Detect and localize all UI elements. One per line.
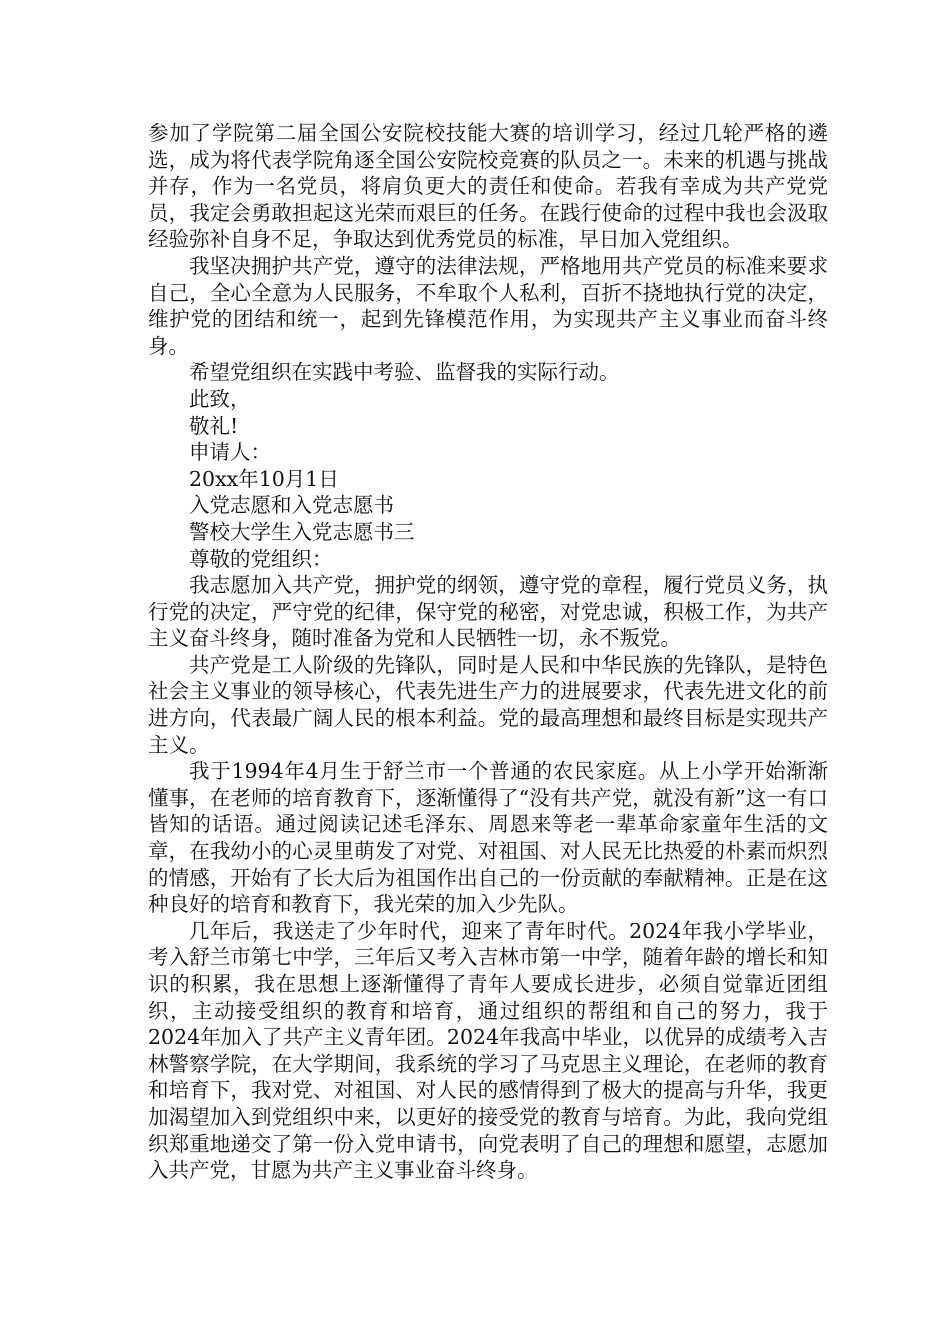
section-heading: 入党志愿和入党志愿书 <box>189 493 394 518</box>
paragraph-pledge: 我志愿加入共产党，拥护党的纲领，遵守党的章程，履行党员义务，执行党的决定，严守党的纪律，保守党的秘密，对党忠诚，积极工作，为共产主义奋斗终身，随时准备为党和人民牺牲一切，永不叛党。 <box>148 573 828 651</box>
letter-date: 20xx年10月1日 <box>189 466 339 491</box>
paragraph-commitment: 我坚决拥护共产党，遵守的法律法规，严格地用共产党员的标准来要求自己，全心全意为人民服务，不牟取个人私利，百折不挠地执行党的决定，维护党的团结和统一，起到先锋模范作用，为实现共产主义事业而奋斗终身。 <box>148 253 828 358</box>
paragraph-childhood: 我于1994年4月生于舒兰市一个普通的农民家庭。从上小学开始渐渐懂事，在老师的培育教育下，逐渐懂得了“没有共产党，就没有新”这一有口皆知的话语。通过阅读记述毛泽东、周恩来等老一辈革命家童年生活的文章，在我幼小的心灵里萌发了对党、对祖国、对人民无比热爱的朴素而炽烈的情感，开始有了长大后为祖国作出自己的一份贡献的奉献精神。正是在这种良好的培育和教育下，我光荣的加入少先队。 <box>148 759 828 917</box>
closing-salutation: 此致， <box>189 386 251 411</box>
paragraph-hope: 希望党组织在实践中考验、监督我的实际行动。 <box>189 360 620 385</box>
letter-greeting: 尊敬的党组织： <box>189 546 333 571</box>
closing-regards: 敬礼! <box>189 413 239 438</box>
paragraph-youth: 几年后，我送走了少年时代，迎来了青年时代。2024年我小学毕业，考入舒兰市第七中学，三年后又考入吉林市第一中学，随着年龄的增长和知识的积累，我在思想上逐渐懂得了青年人要成长进步，必须自觉靠近团组织，主动接受组织的教育和培育，通过组织的帮组和自己的努力，我于2024年加入了共产主义青年团。2024年我高中毕业，以优异的成绩考入吉林警察学院，在大学期间，我系统的学习了马克思主义理论，在老师的教育和培育下，我对党、对祖国、对人民的感情得到了极大的提高与升华，我更加渴望加入到党组织中来，以更好的接受党的教育与培育。为此，我向党组织郑重地递交了第一份入党申请书，向党表明了自己的理想和愿望，志愿加入共产党，甘愿为共产主义事业奋斗终身。 <box>148 918 828 1183</box>
paragraph-training: 参加了学院第二届全国公安院校技能大赛的培训学习，经过几轮严格的遴选，成为将代表学院角逐全国公安院校竞赛的队员之一。未来的机遇与挑战并存，作为一名党员，将肩负更大的责任和使命。若我有幸成为共产党党员，我定会勇敢担起这光荣而艰巨的任务。在践行使命的过程中我也会汲取经验弥补自身不足，争取达到优秀党员的标准，早日加入党组织。 <box>148 121 828 252</box>
document-body <box>148 120 828 1184</box>
applicant-label: 申请人： <box>189 440 271 465</box>
letter-title: 警校大学生入党志愿书三 <box>189 519 415 544</box>
paragraph-party-nature: 共产党是工人阶级的先锋队，同时是人民和中华民族的先锋队，是特色社会主义事业的领导核心，代表先进生产力的进展要求，代表先进文化的前进方向，代表最广阔人民的根本利益。党的最高理想和最终目标是实现共产主义。 <box>148 652 828 757</box>
